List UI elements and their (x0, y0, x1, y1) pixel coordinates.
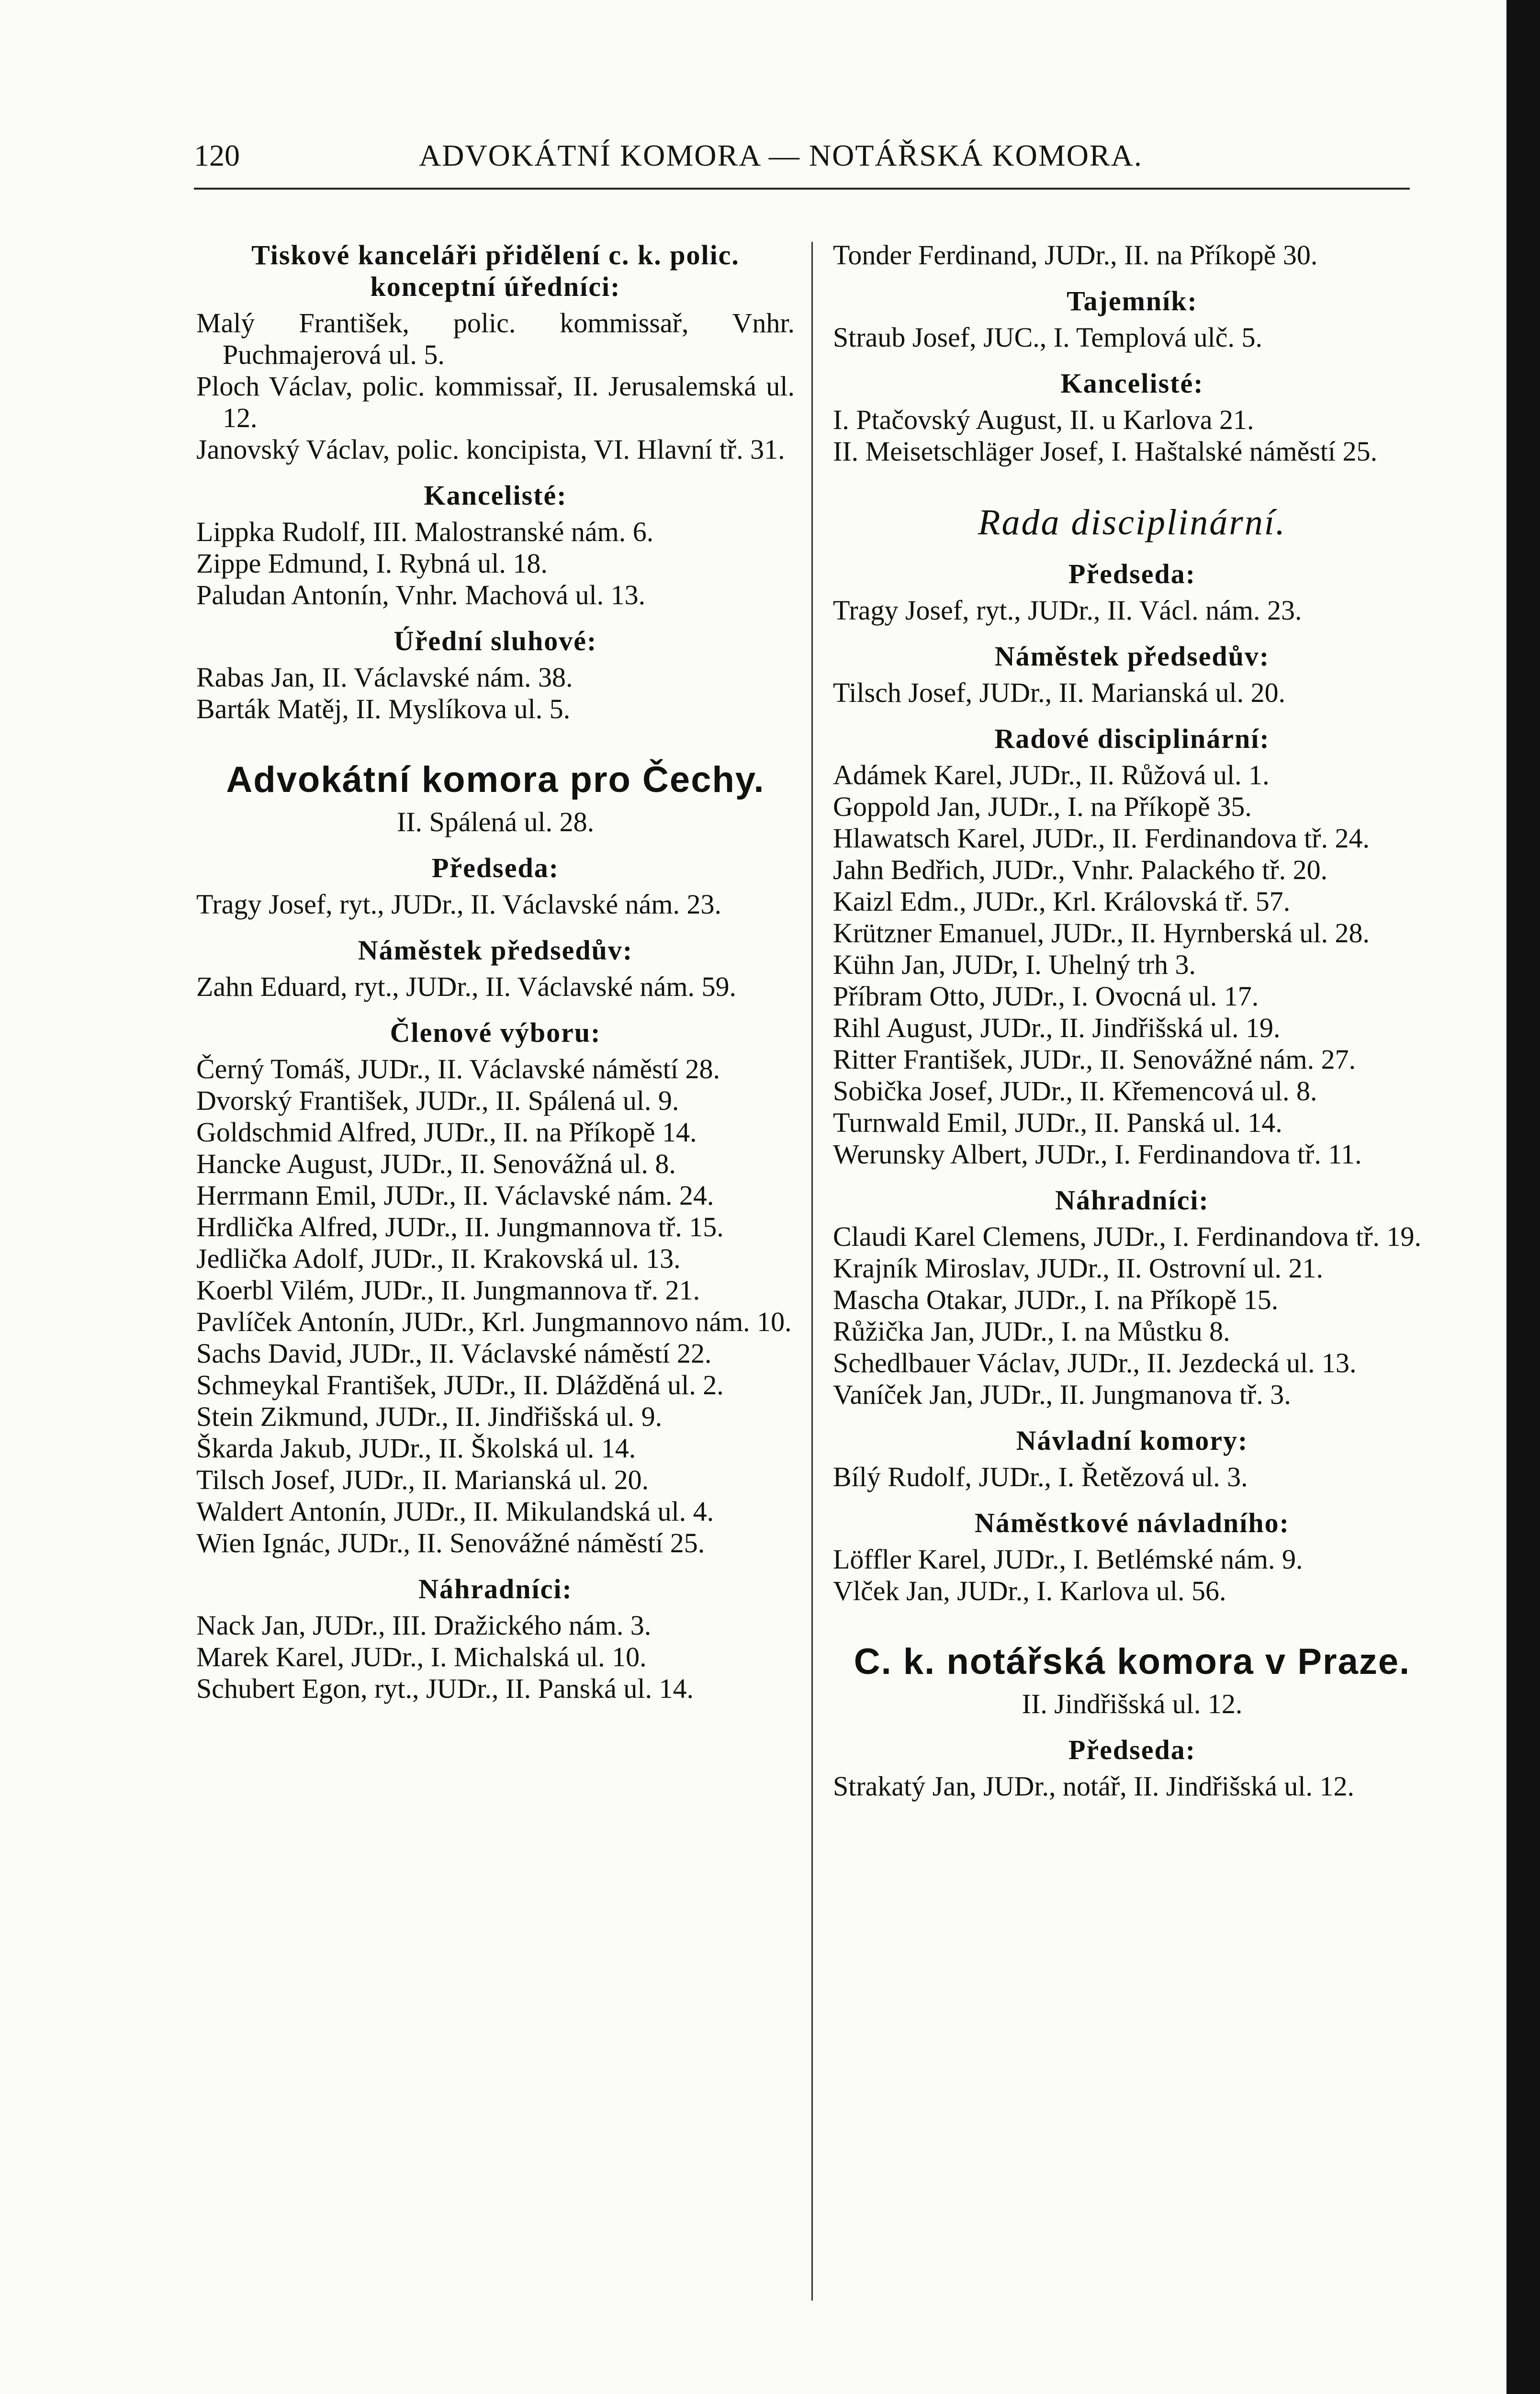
list-item: Koerbl Vilém, JUDr., II. Jungmannova tř. 21. (196, 1275, 700, 1306)
list-item: Tragy Josef, ryt., JUDr., II. Václavské nám. 23. (196, 889, 722, 920)
list-item: Příbram Otto, JUDr., I. Ovocná ul. 17. (833, 981, 1259, 1012)
list-item: Turnwald Emil, JUDr., II. Panská ul. 14. (833, 1107, 1282, 1138)
section-heading-clerks: Kancelisté: (1060, 368, 1204, 399)
section-heading-secretary: Tajemník: (1067, 285, 1198, 316)
notary-chamber-title: C. k. notářská komora v Praze. (854, 1641, 1411, 1682)
list-item: Kühn Jan, JUDr, I. Uhelný trh 3. (833, 949, 1196, 980)
list-item: Kaizl Edm., JUDr., Krl. Královská tř. 57. (833, 886, 1291, 917)
header-rule (194, 188, 1410, 190)
section-heading-committee: Členové výboru: (390, 1017, 601, 1048)
section-heading-press-office: Tiskové kanceláři přidělení c. k. polic. konceptní úředníci: (251, 239, 740, 302)
list-item: Mascha Otakar, JUDr., I. na Příkopě 15. (833, 1284, 1279, 1315)
list-item: Tonder Ferdinand, JUDr., II. na Příkopě 30. (833, 239, 1318, 271)
chamber-title: Advokátní komora pro Čechy. (226, 759, 765, 800)
list-item: Wien Ignác, JUDr., II. Senovážné náměstí 25. (196, 1527, 705, 1558)
list-item: Krützner Emanuel, JUDr., II. Hyrnberská ul. 28. (833, 917, 1370, 949)
list-item: Schmeykal František, JUDr., II. Dlážděná ul. 2. (196, 1369, 724, 1400)
section-heading-servants: Úřední sluhové: (393, 625, 597, 656)
list-item: Pavlíček Antonín, JUDr., Krl. Jungmannovo nám. 10. (196, 1306, 792, 1337)
list-item: Zahn Eduard, ryt., JUDr., II. Václavské nám. 59. (196, 971, 737, 1002)
list-item: Rabas Jan, II. Václavské nám. 38. (196, 662, 573, 693)
list-item: Waldert Antonín, JUDr., II. Mikulandská ul. 4. (196, 1496, 714, 1527)
list-item: Barták Matěj, II. Myslíkova ul. 5. (196, 693, 571, 724)
list-item: Ploch Václav, polic. kommissař, II. Jerusalemská ul. 12. (196, 371, 795, 433)
section-heading-substitutes: Náhradníci: (1055, 1185, 1209, 1216)
running-title: ADVOKÁTNÍ KOMORA — NOTÁŘSKÁ KOMORA. (419, 138, 1143, 172)
list-item: Löffler Karel, JUDr., I. Betlémské nám. 9. (833, 1544, 1303, 1575)
list-item: Vlček Jan, JUDr., I. Karlova ul. 56. (833, 1575, 1226, 1606)
list-item: Goldschmid Alfred, JUDr., II. na Příkopě 14. (196, 1117, 697, 1148)
list-item: Bílý Rudolf, JUDr., I. Řetězová ul. 3. (833, 1461, 1248, 1492)
list-item: Nack Jan, JUDr., III. Dražického nám. 3. (196, 1610, 652, 1641)
section-heading-deputy: Náměstek předsedův: (994, 641, 1270, 672)
section-heading-notary-chairman: Předseda: (1068, 1734, 1196, 1765)
list-item: Rihl August, JUDr., II. Jindřišská ul. 19. (833, 1012, 1281, 1043)
section-heading-substitutes: Náhradníci: (418, 1573, 573, 1604)
list-item: Zippe Edmund, I. Rybná ul. 18. (196, 548, 548, 579)
list-item: Paludan Antonín, Vnhr. Machová ul. 13. (196, 579, 646, 610)
list-item: Tragy Josef, ryt., JUDr., II. Václ. nám. 23. (833, 595, 1302, 626)
section-heading-chairman: Předseda: (1068, 558, 1196, 589)
list-item: Tilsch Josef, JUDr., II. Marianská ul. 20. (833, 677, 1286, 708)
list-item: Hlawatsch Karel, JUDr., II. Ferdinandova tř. 24. (833, 823, 1370, 854)
section-heading-clerks: Kancelisté: (424, 480, 567, 511)
section-heading-council-members: Radové disciplinární: (994, 723, 1270, 754)
list-item: Dvorský František, JUDr., II. Spálená ul. 9. (196, 1085, 679, 1116)
list-item: Jahn Bedřich, JUDr., Vnhr. Palackého tř. 20. (833, 854, 1328, 885)
list-item: Adámek Karel, JUDr., II. Růžová ul. 1. (833, 759, 1270, 790)
list-item: Růžička Jan, JUDr., I. na Můstku 8. (833, 1316, 1230, 1347)
list-item: Goppold Jan, JUDr., I. na Příkopě 35. (833, 791, 1252, 822)
list-item: Jedlička Adolf, JUDr., II. Krakovská ul. 13. (196, 1243, 681, 1274)
section-heading-deputy: Náměstek předsedův: (358, 935, 633, 966)
right-column (833, 239, 1431, 1802)
list-item: Malý František, polic. kommissař, Vnhr. Puchmajerová ul. 5. (196, 307, 795, 370)
column-divider (811, 242, 813, 2301)
left-column (196, 239, 795, 1705)
list-item: Claudi Karel Clemens, JUDr., I. Ferdinandova tř. 19. (833, 1221, 1422, 1252)
list-item: Sachs David, JUDr., II. Václavské náměstí 22. (196, 1338, 712, 1369)
list-item: Lippka Rudolf, III. Malostranské nám. 6. (196, 516, 654, 547)
list-item: Tilsch Josef, JUDr., II. Marianská ul. 20. (196, 1464, 649, 1495)
section-heading-chairman: Předseda: (431, 852, 560, 883)
list-item: Straub Josef, JUC., I. Templová ulč. 5. (833, 322, 1262, 353)
list-item: Ritter František, JUDr., II. Senovážné nám. 27. (833, 1044, 1356, 1075)
disciplinary-council-title: Rada disciplinární. (978, 502, 1286, 542)
notary-chamber-address: II. Jindřišská ul. 12. (1022, 1688, 1243, 1719)
page-edge-shadow (1506, 0, 1540, 2394)
list-item: Schedlbauer Václav, JUDr., II. Jezdecká ul. 13. (833, 1347, 1357, 1378)
chamber-address: II. Spálená ul. 28. (396, 806, 595, 837)
list-item: Hrdlička Alfred, JUDr., II. Jungmannova tř. 15. (196, 1211, 724, 1242)
list-item: Hancke August, JUDr., II. Senovážná ul. 8. (196, 1148, 676, 1179)
page-number: 120 (194, 138, 240, 172)
list-item: I. Ptačovský August, II. u Karlova 21. (833, 404, 1254, 435)
list-item: Stein Zikmund, JUDr., II. Jindřišská ul. 9. (196, 1401, 663, 1432)
list-item: Janovský Václav, polic. koncipista, VI. Hlavní tř. 31. (196, 434, 785, 465)
list-item: Černý Tomáš, JUDr., II. Václavské náměstí 28. (196, 1053, 720, 1084)
page-header (194, 138, 1410, 176)
list-item: Marek Karel, JUDr., I. Michalská ul. 10. (196, 1641, 647, 1672)
list-item: Schubert Egon, ryt., JUDr., II. Panská ul. 14. (196, 1673, 694, 1704)
section-heading-prosecutor: Návladní komory: (1016, 1425, 1248, 1456)
section-heading-prosecutor-deputies: Náměstkové návladního: (975, 1507, 1290, 1538)
list-item: Škarda Jakub, JUDr., II. Školská ul. 14. (196, 1433, 636, 1464)
list-item: Herrmann Emil, JUDr., II. Václavské nám. 24. (196, 1180, 714, 1211)
list-item: II. Meisetschläger Josef, I. Haštalské náměstí 25. (833, 436, 1378, 467)
list-item: Vaníček Jan, JUDr., II. Jungmanova tř. 3. (833, 1379, 1291, 1410)
list-item: Krajník Miroslav, JUDr., II. Ostrovní ul. 21. (833, 1253, 1324, 1284)
list-item: Sobička Josef, JUDr., II. Křemencová ul. 8. (833, 1075, 1317, 1107)
list-item: Strakatý Jan, JUDr., notář, II. Jindřišská ul. 12. (833, 1771, 1354, 1802)
list-item: Werunsky Albert, JUDr., I. Ferdinandova tř. 11. (833, 1139, 1362, 1170)
